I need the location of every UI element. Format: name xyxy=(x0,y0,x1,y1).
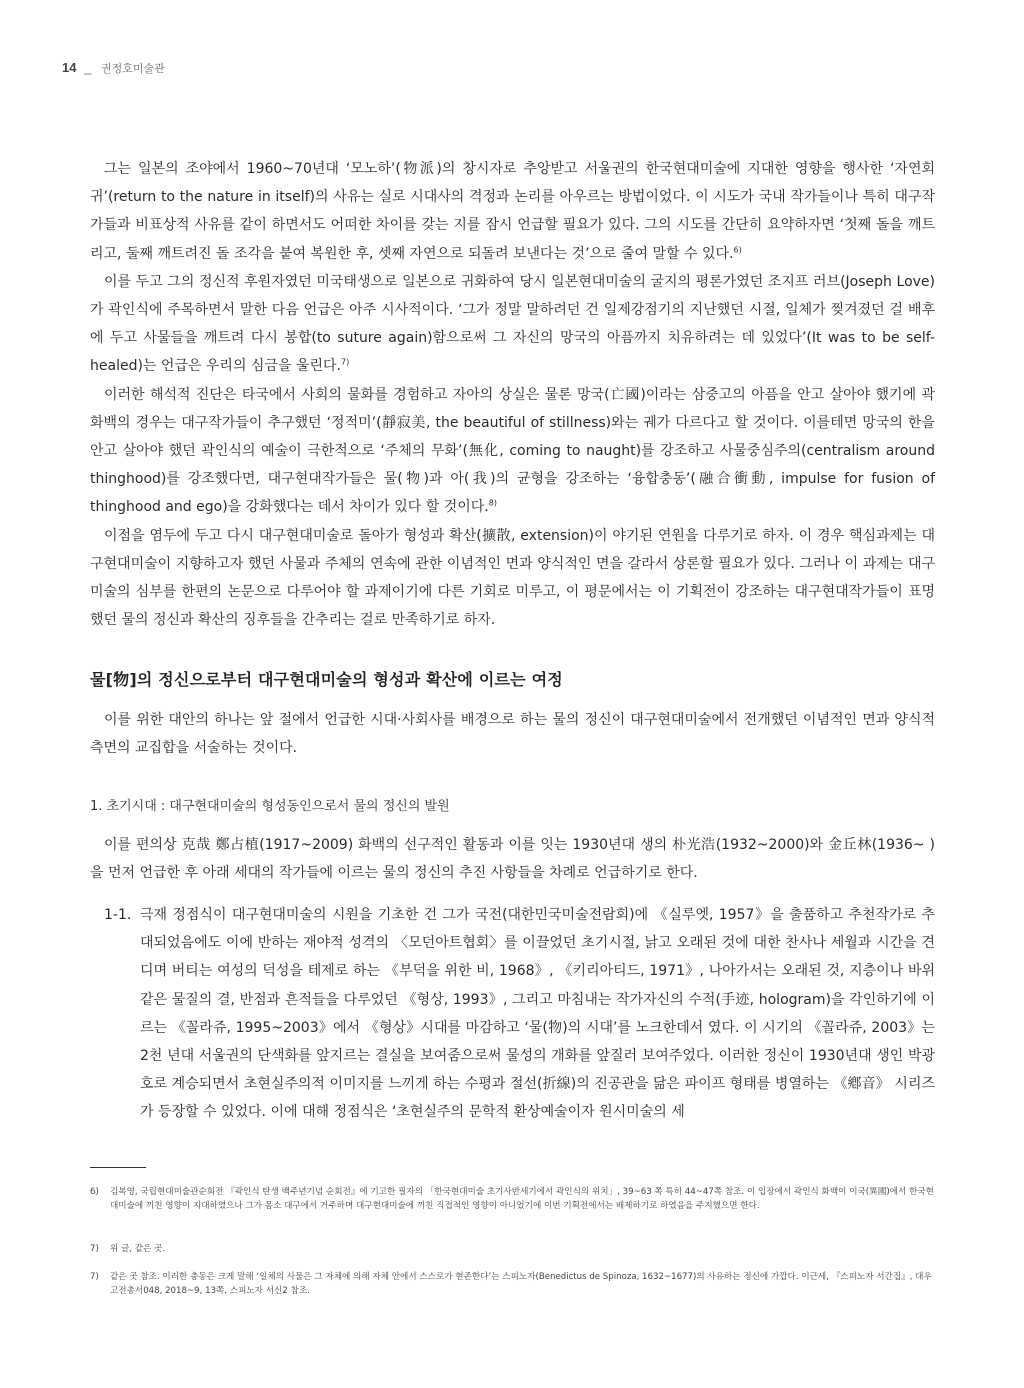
footnote xyxy=(90,1242,935,1256)
footnote-number: 6) xyxy=(90,1187,99,1197)
paragraph: 이러한 해석적 진단은 타국에서 사회의 물화를 경험하고 자아의 상실은 물론 망국(亡國)이라는 삼중고의 아픔을 안고 살아야 했기에 곽 화백의 경우는 대구작가들이 추구했던 ‘정적미’(靜寂美, the beautiful of stillness)와는 궤가 다르다고 할 것이다. 이를테면 망국의 한을 안고 살아야 했던 곽인식의 예술이 극한적으로 ‘주체의 무화’(無化, coming to naught)를 강조하고 사물중심주의(centralism around thinghood)를 강조했다면, 대구현대작가들은 물(物)과 아(我)의 균형을 강조하는 ‘융합충동’(融合衝動, impulse for fusion of thinghood and ego)을 강화했다는 데서 차이가 있다 할 것이다.$^{8)}$ xyxy=(90,386,935,516)
paragraph: 이점을 염두에 두고 다시 대구현대미술로 돌아가 형성과 확산(擴散, extension)이 야기된 연원을 다루기로 하자. 이 경우 핵심과제는 대구현대미술이 지향하고자 했던 사물과 주체의 연속에 관한 이념적인 면과 양식적인 면을 갈라서 상론할 필요가 있다. 그러나 이 과제는 대구미술의 심부를 한편의 논문으로 다루어야 할 과제이기에 다른 기회로 미루고, 이 평문에서는 이 기획전이 강조하는 대구현대작가들이 표명했던 물의 정신과 확산의 징후들을 간추리는 걸로 만족하기로 하자. xyxy=(90,527,935,629)
footnote-text: 위 글, 같은 곳. xyxy=(110,1244,166,1254)
paragraph: 그는 일본의 조야에서 1960~70년대 ‘모노하’(物派)의 창시자로 추앙받고 서울권의 한국현대미술에 지대한 영향을 행사한 ‘자연회귀’(return to the nature in itself)의 사유는 실로 시대사의 격정과 논리를 아우르는 방법이었다. 이 시도가 국내 작가들이나 특히 대구작가들과 비표상적 사유를 같이 하면서도 어떠한 차이를 갖는 지를 잠시 언급할 필요가 있다. 그의 시도를 간단히 요약하자면 ‘첫째 돌을 깨트리고, 둘째 깨트려진 돌 조각을 붙여 복원한 후, 셋째 자연으로 되돌려 보낸다는 것’으로 줄여 말할 수 있다.$^{6)}$ xyxy=(90,161,935,262)
running-title: 권정호미술관 xyxy=(100,62,165,75)
page-header xyxy=(62,60,165,76)
footnote-ref: 8) xyxy=(488,498,497,508)
page-number: 14 xyxy=(62,60,77,75)
subsection-heading: 1. 초기시대 : 대구현대미술의 형성동인으로서 물의 정신의 발원 xyxy=(90,799,450,814)
list-item-text: 극재 정점식이 대구현대미술의 시원을 기초한 건 그가 국전(대한민국미술전람회)에 《실루엣, 1957》을 출품하고 추천작가로 추대되었음에도 이에 반하는 재야적 성격의 〈모던아트협회〉를 이끌었던 초기시절, 낡고 오래된 것에 대한 찬사나 세월과 시간을 견디며 버티는 여성의 덕성을 테제로 하는 《부덕을 위한 비, 1968》, 《키리아티드, 1971》, 나아가서는 오래된 것, 지층이나 바위 같은 물질의 결, 반점과 흔적들을 다루었던 《형상, 1993》, 그리고 마침내는 작가자신의 수적(手迹, hologram)을 각인하기에 이르는 《꼴라쥬, 1995~2003》에서 《형상》시대를 마감하고 ‘물(物)의 시대’를 노크한데서 였다. 이 시기의 《꼴라쥬, 2003》는 2천 년대 서울권의 단색화를 앞지르는 결실을 보여줌으로써 물성의 개화를 앞질러 보여주었다. 이러한 정신이 1930년대 생인 박광호로 계승되면서 초현실주의적 이미지를 느끼게 하는 수평과 절선(折線)의 진공관을 닮은 파이프 형태를 병열하는 《鄕音》 시리즈가 등장할 수 있었다. 이에 대해 정점식은 ‘초현실주의 문학적 환상예술이자 원시미술의 세 xyxy=(140,907,935,1121)
header-separator: _ xyxy=(84,60,92,75)
footnote-divider xyxy=(90,1167,146,1168)
list-item xyxy=(104,901,935,1127)
paragraph: 이를 두고 그의 정신적 후원자였던 미국태생으로 일본으로 귀화하여 당시 일본현대미술의 굴지의 평론가였던 조지프 러브(Joseph Love)가 곽인식에 주목하면서 말한 다음 언급은 아주 시사적이다. ‘그가 정말 말하려던 건 일제강점기의 지난했던 시절, 일체가 찢겨졌던 걸 배후에 두고 사물들을 깨트려 다시 봉합(to suture again)함으로써 그 자신의 망국의 아픔까지 치유하려는 데 있었다’(It was to be self-healed)는 언급은 우리의 심금을 울린다.$^{7)}$ xyxy=(90,273,935,375)
footnote xyxy=(90,1270,935,1298)
list-marker: 1-1. xyxy=(104,907,132,923)
footnote-text: 같은 곳 참조. 이러한 충동은 크게 말해 ‘일체의 사물은 그 자체에 의해 자체 안에서 스스로가 현존한다’는 스피노자(Benedictus de Spinoza, 1632~1677)의 사유하는 정신에 가깝다. 이근세, 『스피노자 서간집』, 대우고전총서048, 2018~9, 13쪽, 스피노자 서신2 참조. xyxy=(110,1272,932,1296)
section-intro xyxy=(90,706,935,762)
footnote-number: 7) xyxy=(90,1244,99,1254)
footnote-number: 7) xyxy=(90,1272,99,1282)
intro-section xyxy=(90,155,935,634)
section-heading: 물[物]의 정신으로부터 대구현대미술의 형성과 확산에 이르는 여정 xyxy=(90,670,563,689)
paragraph: 이를 위한 대안의 하나는 앞 절에서 언급한 시대·사회사를 배경으로 하는 물의 정신이 대구현대미술에서 전개했던 이념적인 면과 양식적 측면의 교집합을 서술하는 것이다. xyxy=(90,712,935,757)
footnote xyxy=(90,1185,935,1213)
footnote-ref: 7) xyxy=(340,357,350,367)
subsection-intro xyxy=(90,831,935,887)
paragraph: 이를 편의상 克哉 鄭占植(1917~2009) 화백의 선구적인 활동과 이를 잇는 1930년대 생의 朴光浩(1932~2000)와 金丘林(1936~ )을 먼저 언급한 후 아래 세대의 작가들에 이르는 물의 정신의 추진 사항들을 차례로 언급하기로 한다. xyxy=(90,837,935,882)
footnote-text: 김복영, 국립현대미술관순회전 『곽인식 탄생 백주년기념 순회전』에 기고한 필자의 「한국현대미술 초기사반세기에서 곽인식의 위치」, 39~63 쪽 특히 44~47쪽 참조. 이 입장에서 곽인식 화백이 이국(異國)에서 한국현대미술에 끼친 영향이 지대하였으나 그가 몸소 대구에서 거주하며 대구현대미술에 끼친 직접적인 영향이 아니었기에 이번 기획전에서는 배제하기로 하였음을 주지했으면 한다. xyxy=(110,1187,934,1211)
footnote-ref: 6) xyxy=(733,244,742,254)
